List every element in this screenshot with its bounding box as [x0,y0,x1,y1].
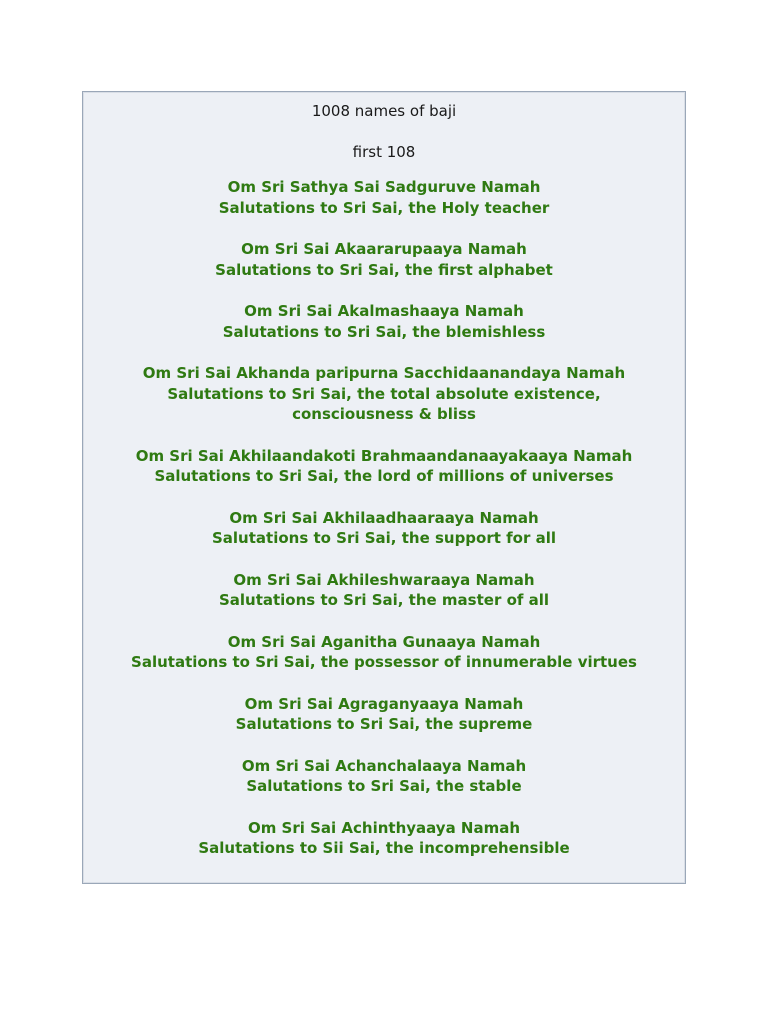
list-item [83,363,685,425]
meaning-line: Salutations to Sri Sai, the master of all [218,591,550,609]
meaning-line: Salutations to Sii Sai, the incomprehensible [198,839,570,857]
list-item [83,508,685,549]
list-item [83,756,685,797]
meaning-line: Salutations to Sri Sai, the stable [246,777,522,795]
list-item [83,694,685,735]
list-item [83,570,685,611]
mantra-line: Om Sri Sai Akaararupaaya Namah [241,240,527,258]
list-item [83,818,685,859]
mantra-line: Om Sri Sai Akhileshwaraaya Namah [233,570,535,589]
document-subtitle: first 108 [352,143,416,161]
list-item [83,177,685,218]
list-item [83,632,685,673]
mantra-line: Om Sri Sai Agraganyaaya Namah [244,694,524,713]
mantra-line: Om Sri Sai Akhilaadhaaraaya Namah [229,508,539,527]
meaning-line: Salutations to Sri Sai, the blemishless [222,322,546,341]
mantra-line: Om Sri Sai Achanchalaaya Namah [241,756,527,775]
list-item [83,301,685,342]
list-item [83,239,685,280]
list-item [83,446,685,487]
meaning-line: consciousness & bliss [292,405,476,423]
mantra-line: Om Sri Sai Aganitha Gunaaya Namah [227,632,541,651]
mantra-line: Om Sri Sai Akalmashaaya Namah [244,302,524,320]
meaning-line: Salutations to Sri Sai, the support for all [211,529,556,547]
document-title: 1008 names of baji [311,102,457,120]
mantra-line: Om Sri Sai Achinthyaaya Namah [247,818,521,837]
meaning-line: Salutations to Sri Sai, the supreme [235,715,533,733]
mantra-line: Om Sri Sathya Sai Sadguruve Namah [227,178,541,196]
meaning-line: Salutations to Sri Sai, the first alphabet [215,260,553,279]
document-panel [82,91,686,884]
mantra-line: Om Sri Sai Akhanda paripurna Sacchidaanandaya Namah [142,364,626,382]
meaning-line: Salutations to Sri Sai, the total absolute existence, [167,384,601,403]
meaning-line: Salutations to Sri Sai, the Holy teacher [218,198,550,217]
mantra-line: Om Sri Sai Akhilaandakoti Brahmaandanaayakaaya Namah [135,446,633,465]
meaning-line: Salutations to Sri Sai, the possessor of innumerable virtues [131,653,637,671]
meaning-line: Salutations to Sri Sai, the lord of millions of universes [154,467,614,485]
